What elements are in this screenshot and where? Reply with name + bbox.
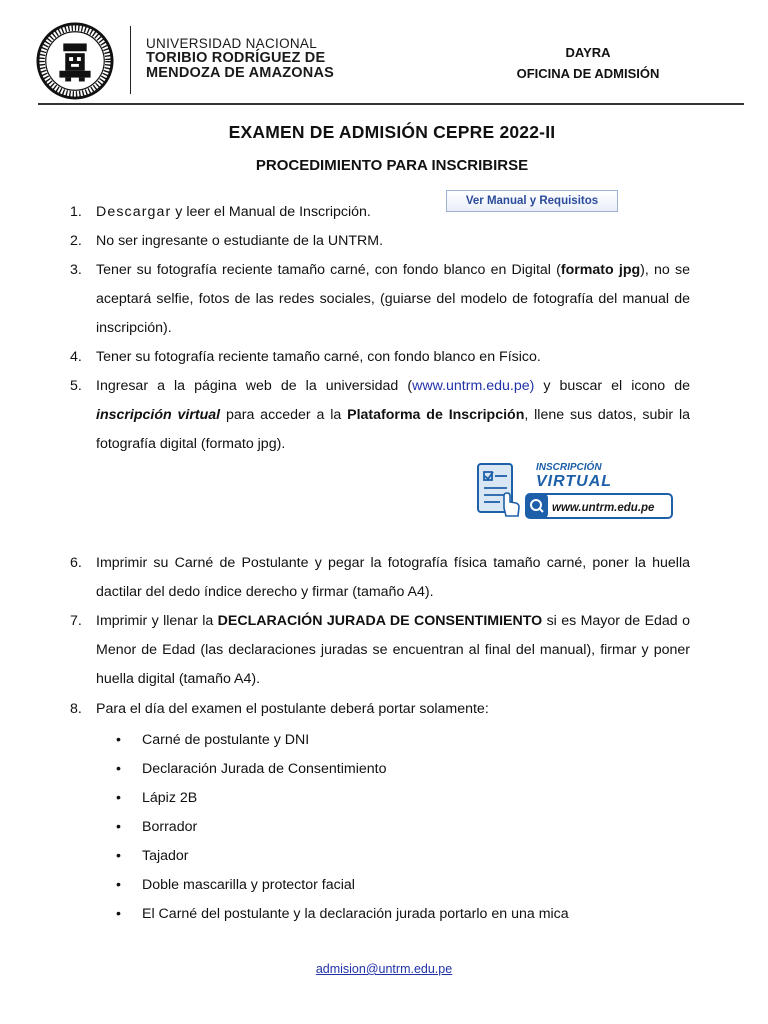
required-items-list	[116, 726, 569, 929]
university-website-link[interactable]: www.untrm.edu.pe)	[412, 378, 535, 394]
badge-url: www.untrm.edu.pe	[552, 502, 655, 514]
list-item: • Tajador	[116, 848, 189, 864]
step-text: No ser ingresante o estudiante de la UNTRM.	[96, 233, 384, 249]
badge-line2: VIRTUAL	[536, 473, 613, 490]
document-header	[0, 0, 768, 104]
step-number: 8.	[70, 701, 82, 717]
step-number: 3.	[70, 262, 82, 278]
step-number: 5.	[70, 378, 82, 394]
list-item: • Doble mascarilla y protector facial	[116, 877, 355, 893]
badge-line1: INSCRIPCIÓN	[536, 462, 602, 473]
step-text: Imprimir y llenar la DECLARACIÓN JURADA DE CONSENTIMIENTO si es Mayor de Edad o Menor de Edad (las declaraciones juradas se encuentran al final del manual), firmar y poner huella digital (tamaño A4).	[96, 613, 690, 687]
list-item: • Lápiz 2B	[116, 790, 198, 806]
footer-email-link[interactable]: admision@untrm.edu.pe	[315, 962, 453, 976]
step-text: Imprimir su Carné de Postulante y pegar la fotografía física tamaño carné, poner la huella dactilar del dedo índice derecho y firmar (tamaño A4).	[96, 555, 690, 600]
step-number: 6.	[70, 555, 82, 571]
step-text: Ingresar a la página web de la universidad (www.untrm.edu.pe) y buscar el icono de inscripción virtual para acceder a la Plataforma de Inscripción, llene sus datos, subir la fotografía digital (formato jpg).	[96, 378, 691, 452]
list-item: • Carné de postulante y DNI	[116, 732, 310, 748]
step-number: 7.	[70, 613, 82, 629]
step-number: 1.	[70, 204, 82, 220]
step-number: 4.	[70, 349, 82, 365]
header-rule	[38, 103, 744, 105]
university-seal-icon	[36, 22, 114, 100]
office-line2: OFICINA DE ADMISIÓN	[516, 66, 660, 81]
university-name-line2: TORIBIO RODRÍGUEZ DE	[146, 50, 326, 66]
step-text: Para el día del examen el postulante deberá portar solamente:	[96, 701, 489, 717]
step-number: 2.	[70, 233, 82, 249]
view-manual-button[interactable]: Ver Manual y Requisitos	[446, 190, 618, 212]
document-subtitle: PROCEDIMIENTO PARA INSCRIBIRSE	[255, 157, 529, 174]
list-item: • Declaración Jurada de Consentimiento	[116, 761, 387, 777]
document-title: EXAMEN DE ADMISIÓN CEPRE 2022-II	[228, 122, 556, 142]
list-item: • El Carné del postulante y la declaración jurada portarlo en una mica	[116, 906, 569, 922]
step-text: Tener su fotografía reciente tamaño carné, con fondo blanco en Físico.	[96, 349, 541, 365]
university-name	[146, 36, 334, 81]
step-text: Descargar y leer el Manual de Inscripción.	[96, 204, 371, 220]
list-item: • Borrador	[116, 819, 198, 835]
header-divider	[130, 26, 131, 94]
step-text: Tener su fotografía reciente tamaño carné, con fondo blanco en Digital (formato jpg), no se aceptará selfie, fotos de las redes sociales, (guiarse del modelo de fotografía del manual de inscripción).	[96, 262, 690, 336]
virtual-registration-badge[interactable]	[472, 458, 676, 524]
office-label	[488, 42, 688, 84]
university-name-line1: UNIVERSIDAD NACIONAL	[146, 36, 318, 51]
footer	[0, 962, 768, 976]
university-name-line3: MENDOZA DE AMAZONAS	[146, 65, 334, 81]
office-line1: DAYRA	[565, 45, 611, 60]
